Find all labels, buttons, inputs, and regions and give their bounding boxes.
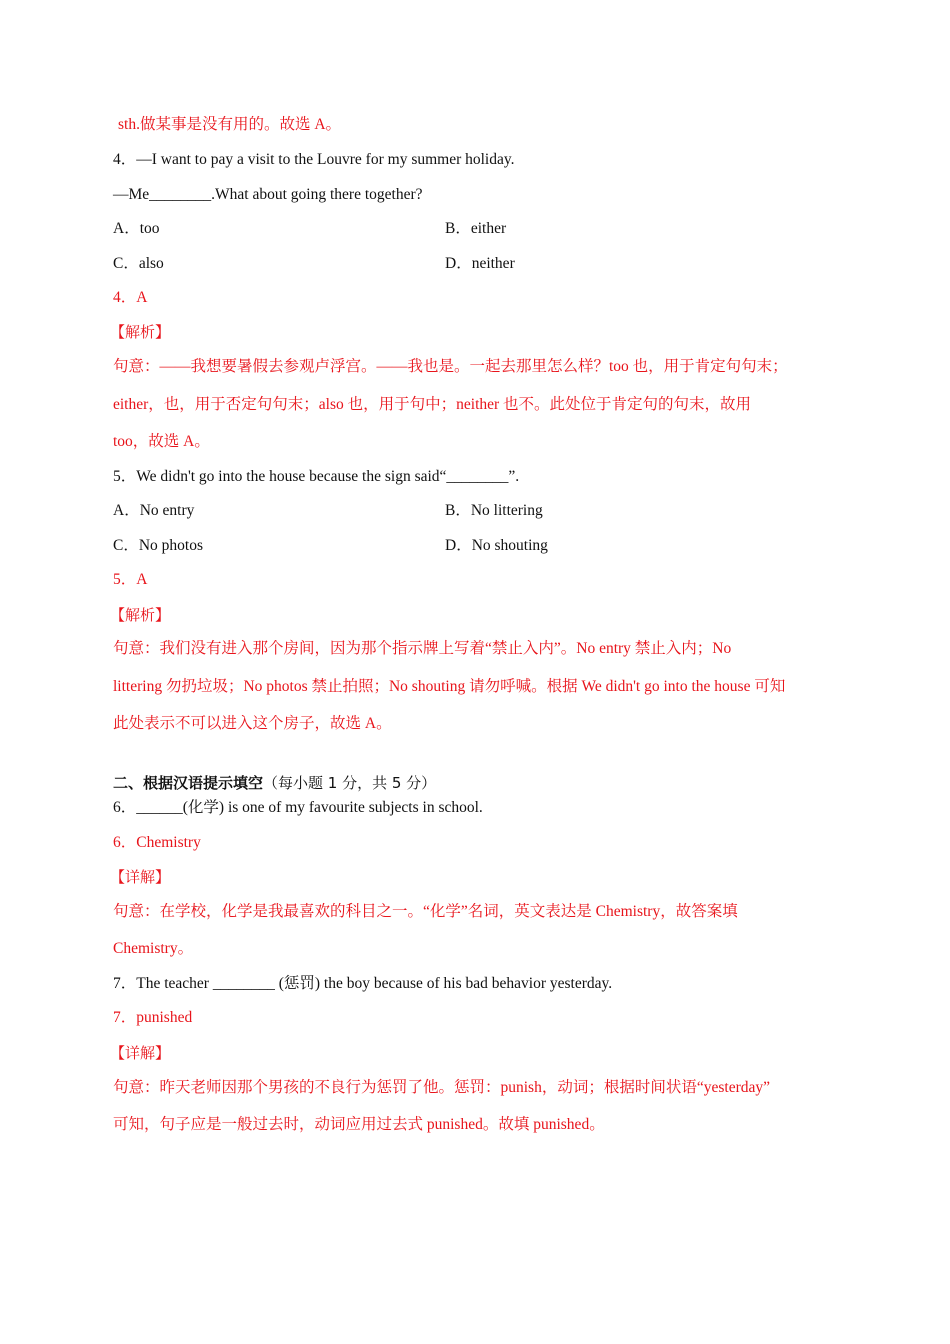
q4-option-c: C．also xyxy=(113,255,164,272)
q7-explanation-line: 句意：昨天老师因那个男孩的不良行为惩罚了他。惩罚：punish，动词；根据时间状语“yesterday” xyxy=(113,1079,770,1096)
q5-stem: 5．We didn't go into the house because the sign said“________”. xyxy=(113,468,520,485)
q5-answer: 5．A xyxy=(113,571,148,588)
q6-stem: 6．______(化学) is one of my favourite subjects in school. xyxy=(113,799,483,816)
q6-explanation-line: 句意：在学校，化学是我最喜欢的科目之一。“化学”名词，英文表达是 Chemistry，故答案填 xyxy=(113,903,738,920)
q5-option-a: A．No entry xyxy=(113,502,195,519)
q4-option-b: B．either xyxy=(445,220,507,237)
q5-option-d: D．No shouting xyxy=(445,537,548,554)
previous-explanation-tail: sth.做某事是没有用的。故选 A。 xyxy=(118,116,342,133)
q7-detail-label: 【详解】 xyxy=(110,1044,171,1062)
q4-answer: 4．A xyxy=(113,289,148,306)
q4-stem-line1: 4．—I want to pay a visit to the Louvre for my summer holiday. xyxy=(113,151,515,168)
q7-explanation-line: 可知，句子应是一般过去时，动词应用过去式 punished。故填 punished。 xyxy=(113,1116,605,1133)
q5-option-c: C．No photos xyxy=(113,537,203,554)
q6-answer: 6．Chemistry xyxy=(113,834,201,851)
q4-option-a: A．too xyxy=(113,220,160,237)
q5-explanation-line: 句意：我们没有进入那个房间，因为那个指示牌上写着“禁止入内”。No entry 禁止入内；No xyxy=(113,640,732,657)
section-note: （每小题 1 分，共 5 分） xyxy=(263,774,437,792)
q4-explanation-line: 句意：——我想要暑假去参观卢浮宫。——我也是。一起去那里怎么样？too 也，用于肯定句句末； xyxy=(113,358,788,375)
q6-detail-label: 【详解】 xyxy=(110,868,171,886)
q6-explanation-line: Chemistry。 xyxy=(113,940,194,957)
section-title: 二、根据汉语提示填空 xyxy=(113,774,264,792)
q4-option-d: D．neither xyxy=(445,255,515,272)
q7-stem: 7．The teacher ________ (惩罚) the boy because of his bad behavior yesterday. xyxy=(113,975,613,992)
section-heading xyxy=(113,773,436,794)
q4-stem-line2: —Me________.What about going there together? xyxy=(113,186,423,203)
q5-analysis-label: 【解析】 xyxy=(110,606,171,624)
q4-explanation-line: either，也，用于否定句句末；also 也，用于句中；neither 也不。此处位于肯定句的句末，故用 xyxy=(113,396,752,413)
q5-explanation-line: littering 勿扔垃圾；No photos 禁止拍照；No shouting 请勿呼喊。根据 We didn't go into the house 可知 xyxy=(113,678,786,695)
q4-analysis-label: 【解析】 xyxy=(110,323,171,341)
q5-explanation-line: 此处表示不可以进入这个房子，故选 A。 xyxy=(113,715,392,732)
q5-option-b: B．No littering xyxy=(445,502,543,519)
q7-answer: 7．punished xyxy=(113,1009,193,1026)
q4-explanation-line: too，故选 A。 xyxy=(113,433,210,450)
